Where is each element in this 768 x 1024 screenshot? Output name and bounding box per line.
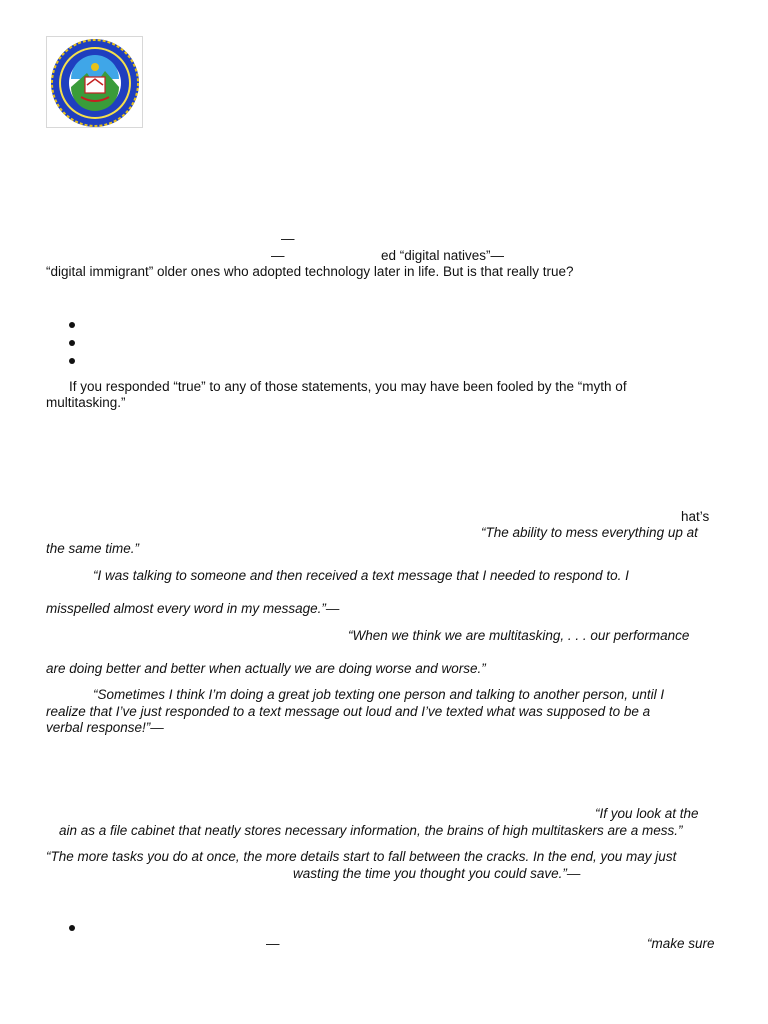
text-dash-1: — bbox=[281, 231, 295, 246]
bullet-4 bbox=[69, 925, 75, 931]
quote-tasks-line-2: wasting the time you thought you could save.”— bbox=[293, 866, 581, 881]
quote-iflook-line-2: ain as a file cabinet that neatly stores necessary information, the brains of high multitaskers are a mess.” bbox=[59, 823, 683, 838]
text-dash-2: — bbox=[271, 248, 285, 263]
text-digital-natives: ed “digital natives”— bbox=[381, 248, 505, 263]
quote-iflook-line-1: “If you look at the bbox=[595, 806, 699, 821]
quote-ability-line-2: the same time.” bbox=[46, 541, 140, 556]
quote-talking-line-1: “I was talking to someone and then received a text message that I needed to respond to. I bbox=[93, 568, 629, 583]
text-responded-line-2: multitasking.” bbox=[46, 395, 126, 410]
quote-sometimes-line-1: “Sometimes I think I’m doing a great job texting one person and talking to another person, until I bbox=[93, 687, 665, 702]
quote-make-sure: “make sure bbox=[647, 936, 715, 951]
text-digital-immigrant: “digital immigrant” older ones who adopted technology later in life. But is that really true? bbox=[46, 264, 574, 279]
quote-sometimes-line-3: verbal response!”— bbox=[46, 720, 164, 735]
quote-sometimes-line-2: realize that I’ve just responded to a text message out loud and I’ve texted what was supposed to be a bbox=[46, 704, 651, 719]
quote-tasks-line-1: “The more tasks you do at once, the more details start to fall between the cracks. In the end, you may just bbox=[46, 849, 677, 864]
bullet-2 bbox=[69, 340, 75, 346]
text-dash-3: — bbox=[266, 936, 280, 951]
quote-ability-line-1: “The ability to mess everything up at bbox=[481, 525, 698, 540]
text-hats: hat’s bbox=[681, 509, 710, 524]
quote-when-line-1: “When we think we are multitasking, . . . our performance bbox=[348, 628, 690, 643]
bullet-1 bbox=[69, 322, 75, 328]
seal-emblem-icon bbox=[48, 38, 142, 128]
quote-talking-line-2: misspelled almost every word in my message.”— bbox=[46, 601, 340, 616]
school-seal-logo bbox=[46, 36, 143, 128]
text-responded-line-1: If you responded “true” to any of those statements, you may have been fooled by the “myth of bbox=[69, 379, 627, 394]
quote-when-line-2: are doing better and better when actually we are doing worse and worse.” bbox=[46, 661, 486, 676]
bullet-3 bbox=[69, 358, 75, 364]
